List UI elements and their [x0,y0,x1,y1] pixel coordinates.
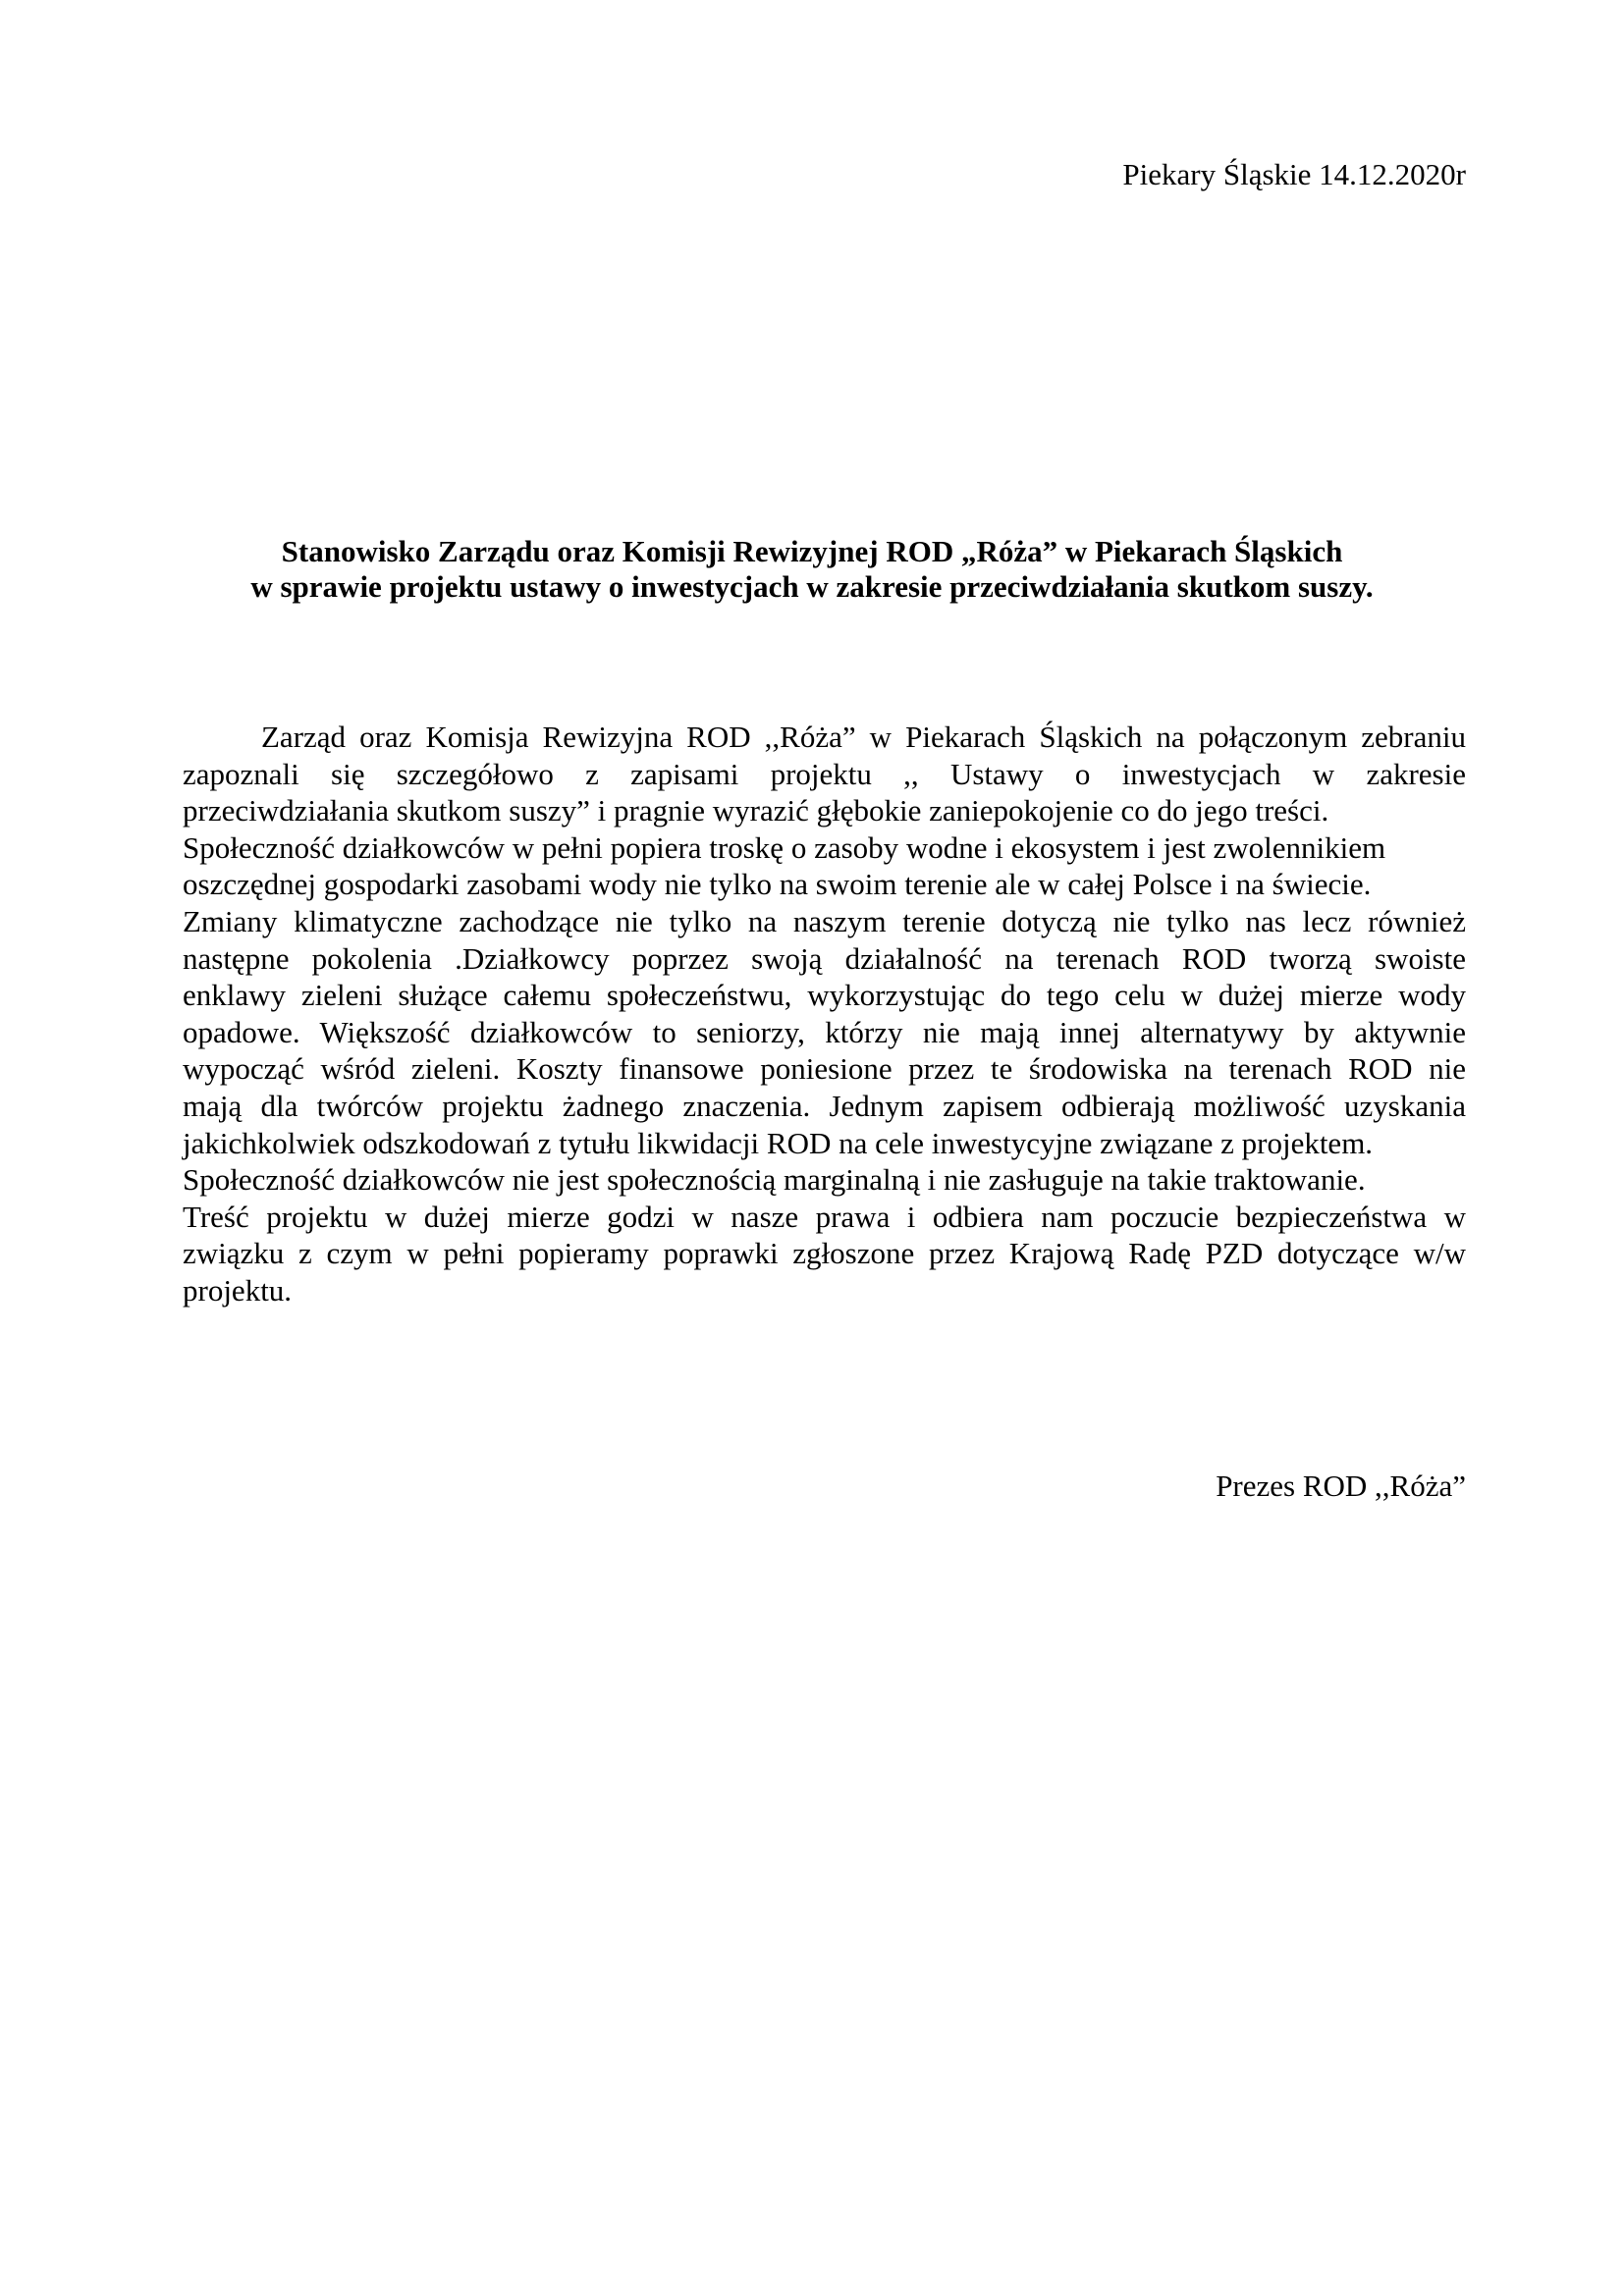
body-line: oszczędnej gospodarki zasobami wody nie tylko na swoim terenie ale w całej Polsce i na świecie. [183,867,1372,902]
document-body [183,719,1466,1309]
body-line: związku z czym w pełni popieramy poprawki zgłoszone przez Krajową Radę PZD dotyczące w/w [183,1236,1466,1271]
body-line: następne pokolenia .Działkowcy poprzez swoją działalność na terenach ROD tworzą swoiste [183,940,1466,976]
document-date: Piekary Śląskie 14.12.2020r [1122,157,1466,191]
body-line: zapoznali się szczegółowo z zapisami projektu ,, Ustawy o inwestycjach w zakresie [183,756,1466,791]
body-line: mają dla twórców projektu żadnego znaczenia. Jednym zapisem odbierają możliwość uzyskania [183,1088,1466,1123]
body-line: Zmiany klimatyczne zachodzące nie tylko na naszym terenie dotyczą nie tylko nas lecz również [183,903,1466,938]
body-line: wypocząć wśród zieleni. Koszty finansowe poniesione przez te środowiska na terenach ROD nie [183,1051,1466,1087]
body-line: jakichkolwiek odszkodowań z tytułu likwidacji ROD na cele inwestycyjne związane z projektem. [183,1125,1374,1160]
body-line: Społeczność działkowców w pełni popiera troskę o zasoby wodne i ekosystem i jest zwolennikiem [183,829,1386,865]
body-line: enklawy zieleni służące całemu społeczeństwu, wykorzystując do tego celu w dużej mierze wody [183,978,1466,1013]
title-line-1: Stanowisko Zarządu oraz Komisji Rewizyjnej ROD „Róża” w Piekarach Śląskich [281,534,1343,568]
signature-line: Prezes ROD ,,Róża” [1216,1468,1466,1503]
document-title [157,534,1467,605]
body-line: Zarząd oraz Komisja Rewizyjna ROD ,,Róża” w Piekarach Śląskich na połączonym zebraniu [261,720,1466,754]
body-line: opadowe. Większość działkowców to seniorzy, którzy nie mają innej alternatywy by aktywnie [183,1014,1466,1049]
body-line: projektu. [183,1272,293,1308]
title-line-2: w sprawie projektu ustawy o inwestycjach w zakresie przeciwdziałania skutkom suszy. [250,569,1374,604]
body-line: Społeczność działkowców nie jest społecznością marginalną i nie zasługuje na takie traktowanie. [183,1162,1366,1198]
body-line: Treść projektu w dużej mierze godzi w nasze prawa i odbiera nam poczucie bezpieczeństwa w [183,1199,1466,1234]
body-line: przeciwdziałania skutkom suszy” i pragnie wyrazić głębokie zaniepokojenie co do jego treści. [183,793,1329,828]
